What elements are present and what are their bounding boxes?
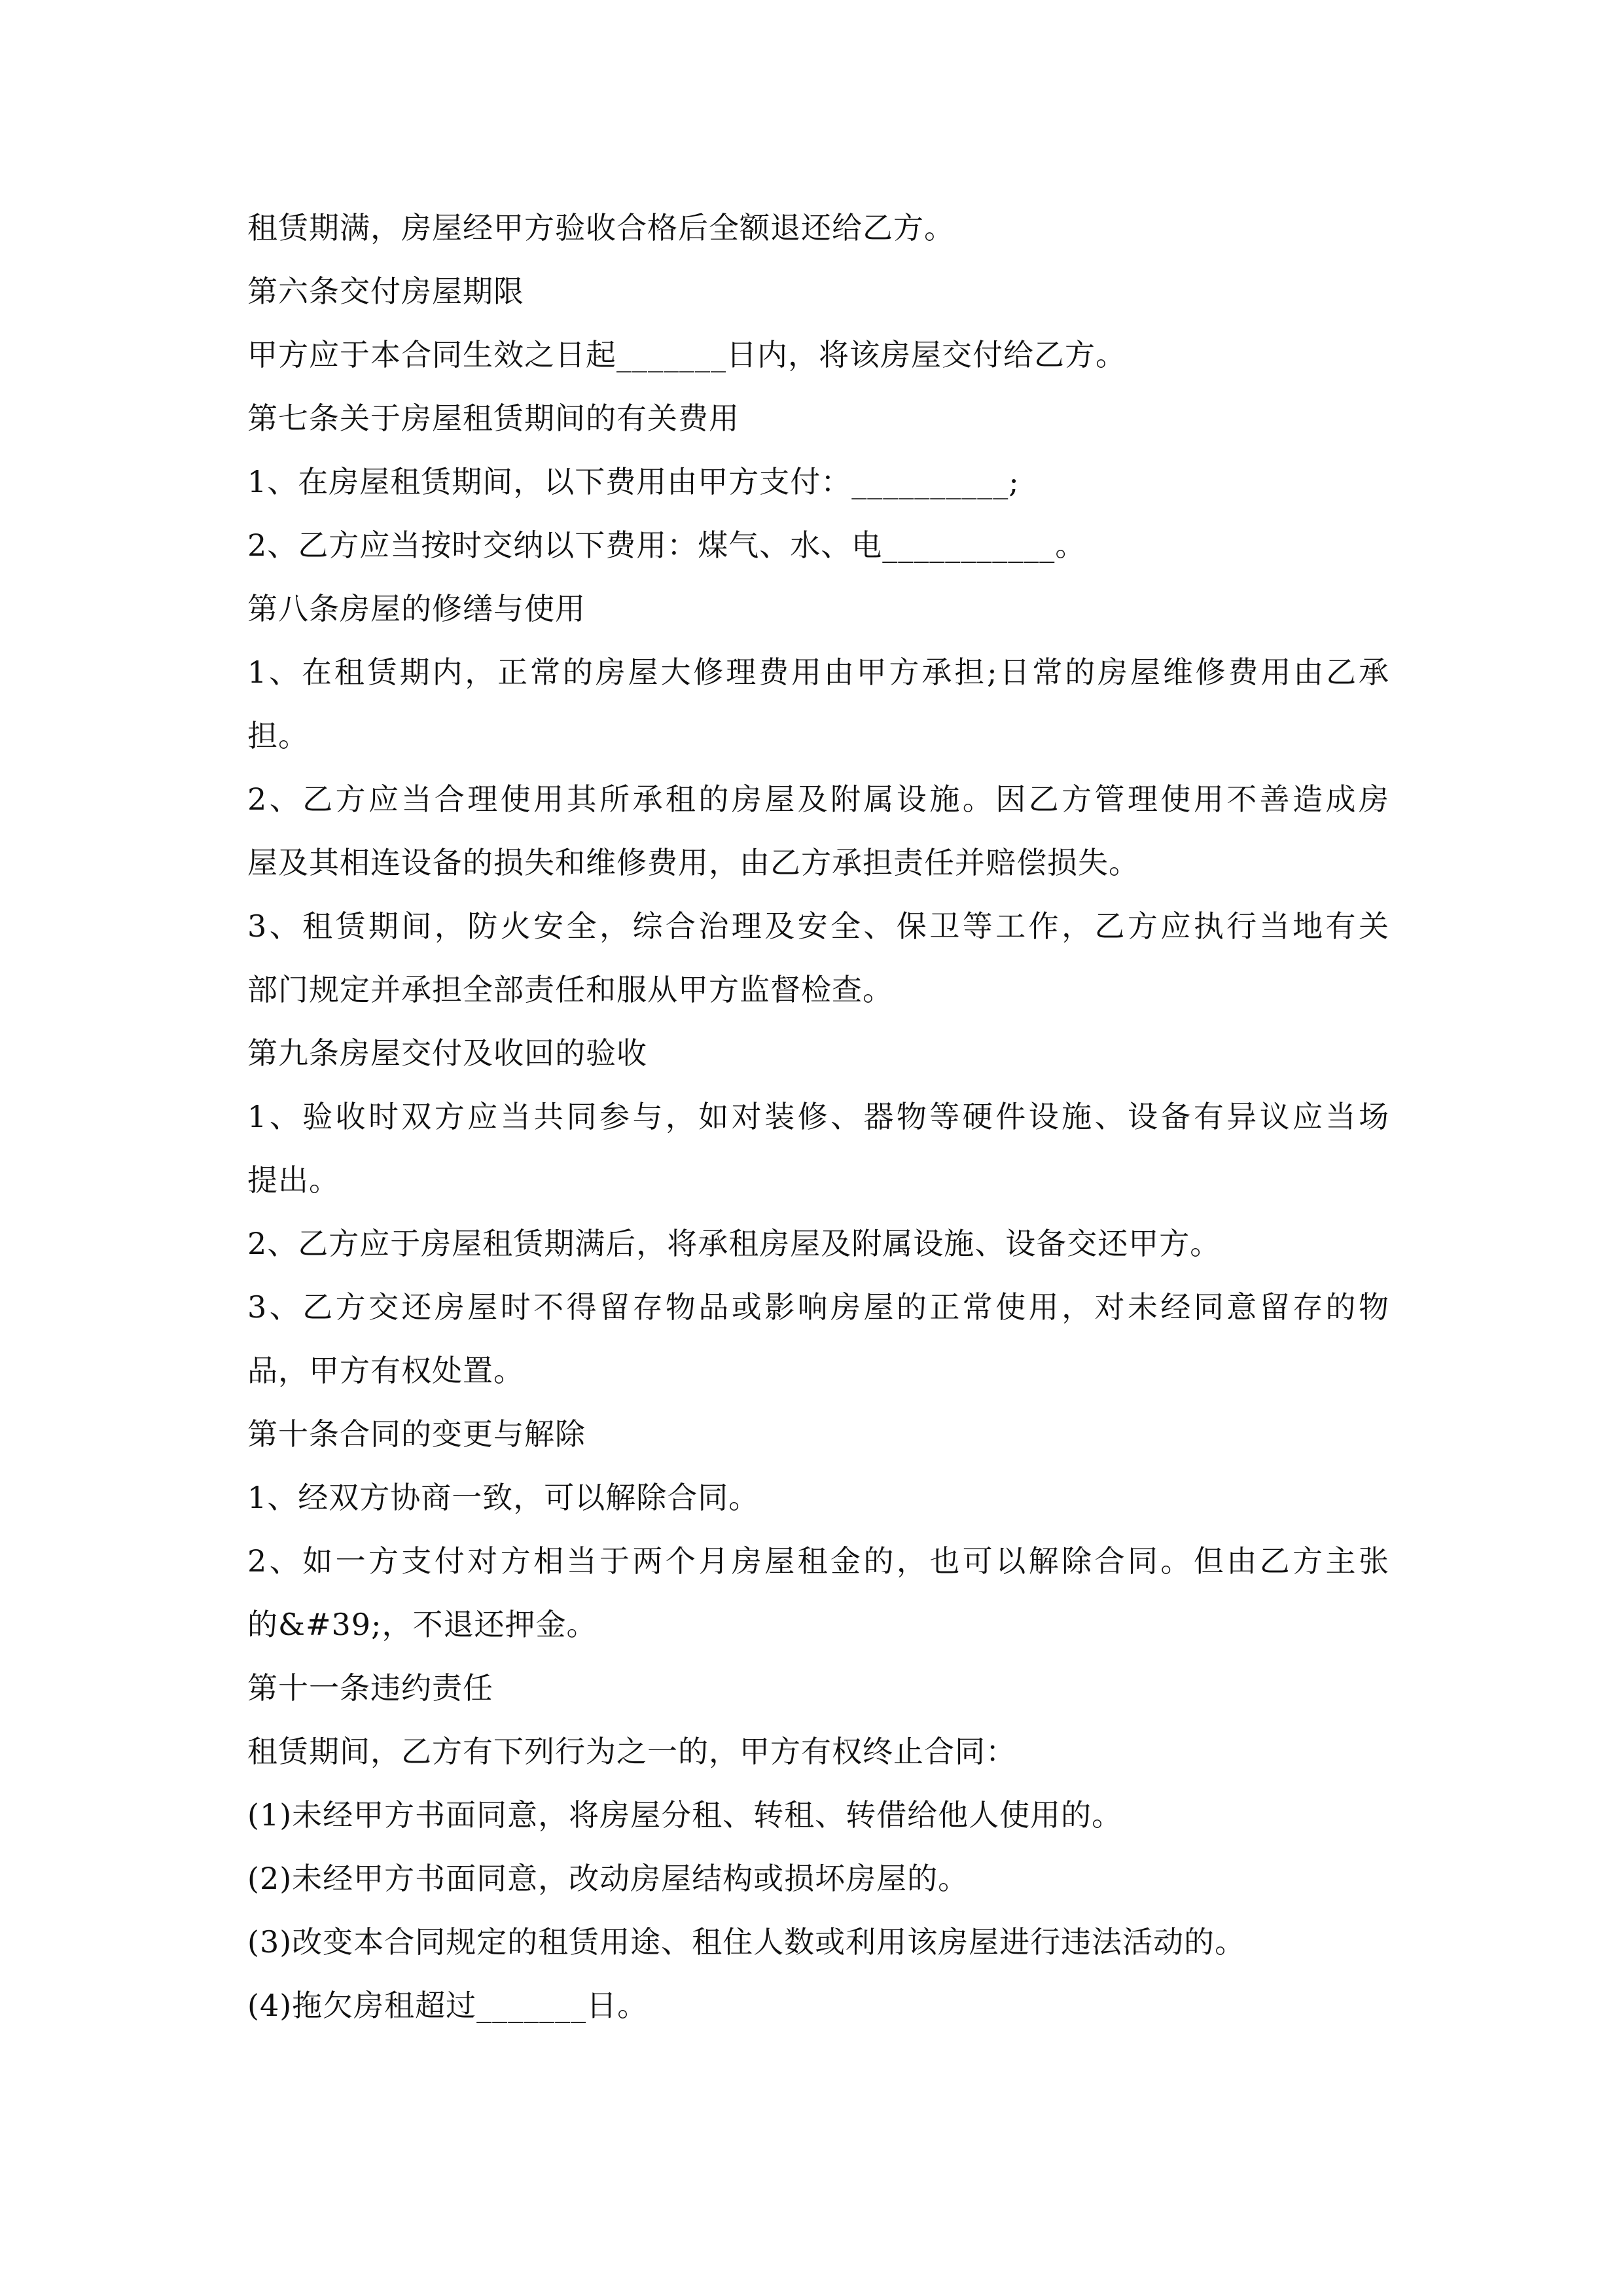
text-line: 2、如一方支付对方相当于两个月房屋租金的，也可以解除合同。但由乙方主张 <box>247 1543 1389 1579</box>
text-line: 品，甲方有权处置。 <box>247 1353 524 1388</box>
section-heading: 第十一条违约责任 <box>247 1670 493 1706</box>
text-line: 1、验收时双方应当共同参与，如对装修、器物等硬件设施、设备有异议应当场 <box>247 1099 1389 1134</box>
section-heading: 第六条交付房屋期限 <box>247 274 524 309</box>
text-line: 1、经双方协商一致，可以解除合同。 <box>247 1480 760 1515</box>
section-heading: 第十条合同的变更与解除 <box>247 1416 586 1452</box>
text-line: 1、在房屋租赁期间，以下费用由甲方支付：__________; <box>247 464 1020 499</box>
text-line: 租赁期满，房屋经甲方验收合格后全额退还给乙方。 <box>247 210 955 245</box>
document-body <box>247 196 1399 2037</box>
text-line: 2、乙方应当合理使用其所承租的房屋及附属设施。因乙方管理使用不善造成房 <box>247 781 1389 817</box>
text-line: 部门规定并承担全部责任和服从甲方监督检查。 <box>247 972 893 1007</box>
text-line: 租赁期间，乙方有下列行为之一的，甲方有权终止合同： <box>247 1734 1016 1769</box>
section-heading: 第七条关于房屋租赁期间的有关费用 <box>247 401 740 436</box>
section-heading: 第八条房屋的修缮与使用 <box>247 591 586 626</box>
list-item: (4)拖欠房租超过_______日。 <box>247 1988 649 2023</box>
list-item: (1)未经甲方书面同意，将房屋分租、转租、转借给他人使用的。 <box>247 1797 1123 1833</box>
text-line: 2、乙方应于房屋租赁期满后，将承租房屋及附属设施、设备交还甲方。 <box>247 1226 1221 1261</box>
text-line: 1、在租赁期内，正常的房屋大修理费用由甲方承担;日常的房屋维修费用由乙承 <box>247 655 1389 690</box>
text-line: 的&#39;，不退还押金。 <box>247 1607 597 1642</box>
text-line: 2、乙方应当按时交纳以下费用：煤气、水、电___________。 <box>247 528 1086 563</box>
text-line: 3、租赁期间，防火安全，综合治理及安全、保卫等工作，乙方应执行当地有关 <box>247 908 1389 944</box>
list-item: (3)改变本合同规定的租赁用途、租住人数或利用该房屋进行违法活动的。 <box>247 1924 1246 1960</box>
text-line: 担。 <box>247 718 309 753</box>
text-line: 提出。 <box>247 1162 340 1198</box>
section-heading: 第九条房屋交付及收回的验收 <box>247 1035 647 1071</box>
list-item: (2)未经甲方书面同意，改动房屋结构或损坏房屋的。 <box>247 1861 969 1896</box>
text-line: 屋及其相连设备的损失和维修费用，由乙方承担责任并赔偿损失。 <box>247 845 1139 880</box>
text-line: 甲方应于本合同生效之日起_______日内，将该房屋交付给乙方。 <box>247 337 1126 372</box>
text-line: 3、乙方交还房屋时不得留存物品或影响房屋的正常使用，对未经同意留存的物 <box>247 1289 1389 1325</box>
